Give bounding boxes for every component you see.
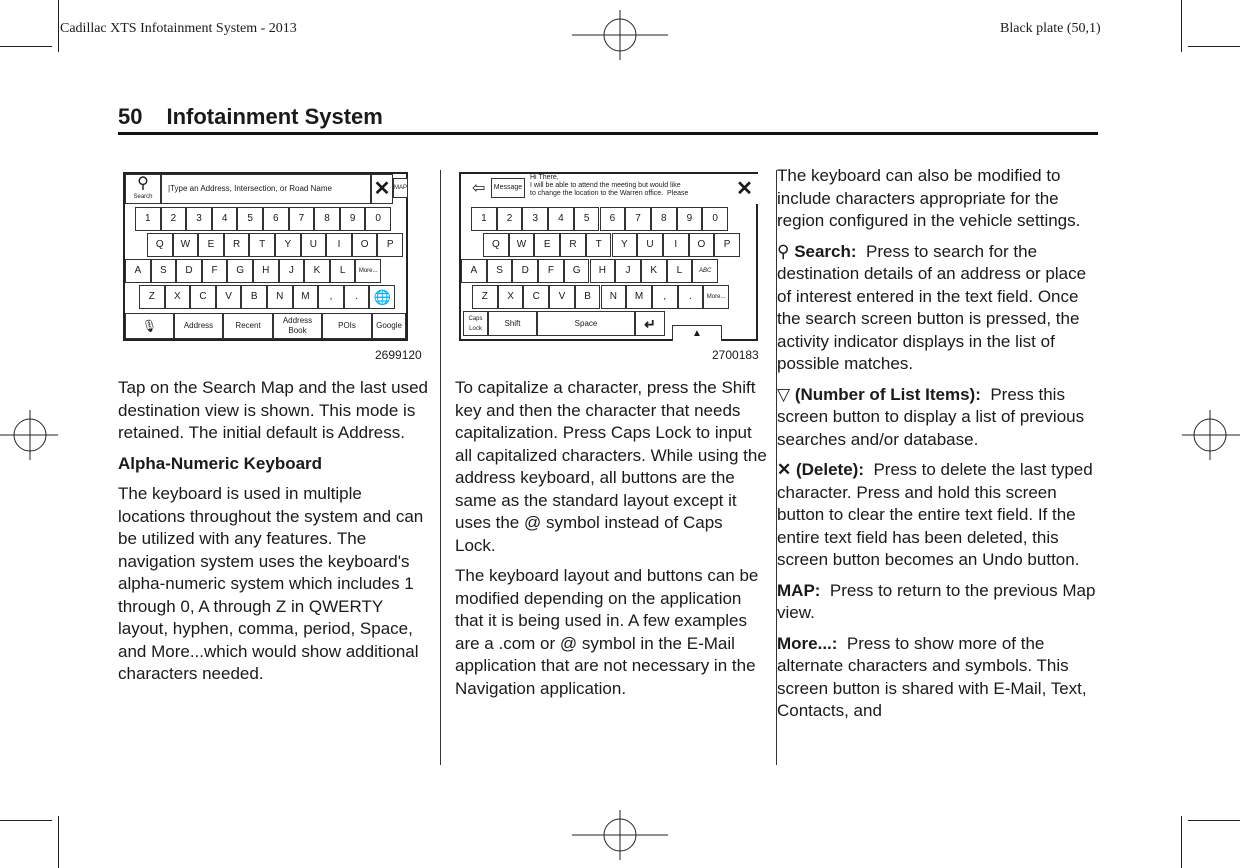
key: More... — [355, 259, 381, 283]
key: F — [538, 259, 564, 283]
back-arrow-icon: ⇦ — [461, 174, 496, 204]
crop-mark — [1181, 816, 1182, 868]
registration-mark — [0, 410, 58, 460]
paragraph: To capitalize a character, press the Shift key and then the character that needs capitalization. Press Caps Lock to input all capitalized characters. While using the address keyboard, all buttons are the same as the standard layout except it uses the @ symbol instead of Caps Lock. — [455, 378, 767, 555]
term: (Number of List Items): — [794, 384, 981, 404]
key: 2 — [161, 207, 187, 231]
registration-mark — [572, 810, 668, 860]
key: G — [564, 259, 590, 283]
key: I — [326, 233, 352, 257]
key: 8 — [314, 207, 340, 231]
key: 7 — [625, 207, 651, 231]
key: A — [461, 259, 487, 283]
more-definition — [777, 633, 1102, 723]
delete-icon: ✕ — [371, 174, 393, 204]
key: Q — [483, 233, 509, 257]
map-button: MAP — [393, 178, 408, 198]
key: A — [125, 259, 151, 283]
key: 1 — [135, 207, 161, 231]
crop-mark — [0, 46, 52, 47]
crop-mark — [1188, 46, 1240, 47]
tab-pois: POIs — [322, 313, 372, 339]
registration-mark — [1182, 410, 1240, 460]
search-label: Search — [133, 194, 153, 200]
running-header-left: Cadillac XTS Infotainment System - 2013 — [60, 21, 297, 36]
page-title — [118, 104, 383, 130]
section-title: Infotainment System — [166, 104, 383, 129]
tab-address-book: Address Book — [273, 313, 322, 339]
column-1 — [118, 377, 430, 694]
key-shift: Shift — [488, 311, 537, 336]
key: Q — [147, 233, 173, 257]
key: 1 — [471, 207, 497, 231]
figure-number: 2699120 — [375, 348, 422, 362]
message-field: Hi There, I will be able to attend the meeting but would like to change the location to the Warren office. Please — [525, 174, 731, 204]
delete-icon: ✕ — [731, 174, 758, 204]
column-divider — [440, 170, 441, 765]
crop-mark — [1181, 0, 1182, 52]
definition: Press this screen button to display a list of previous searches and/or database. — [777, 384, 1085, 449]
tab-address: Address — [174, 313, 223, 339]
navigation-keyboard-figure — [123, 172, 408, 341]
key: I — [663, 233, 689, 257]
key: K — [304, 259, 330, 283]
key: E — [534, 233, 560, 257]
delete-definition — [777, 459, 1102, 572]
key: S — [487, 259, 513, 283]
key: W — [509, 233, 535, 257]
figure-number: 2700183 — [712, 348, 759, 362]
key: Y — [612, 233, 638, 257]
key: More... — [703, 285, 729, 309]
key: . — [678, 285, 704, 309]
definition: Press to search for the destination details of an address or place of interest entered in the text field. Once the search screen button is pressed, the activity indicator displays in the list of possible matches. — [777, 241, 1087, 373]
key: W — [173, 233, 199, 257]
term: MAP: — [777, 580, 821, 600]
key: 0 — [702, 207, 728, 231]
key: L — [330, 259, 356, 283]
globe-icon: 🌐 — [369, 285, 395, 309]
key: 9 — [340, 207, 366, 231]
enter-icon: ↵ — [635, 311, 665, 336]
column-3 — [777, 165, 1102, 731]
key-space: Space — [537, 311, 635, 336]
crop-mark — [0, 820, 52, 821]
crop-mark — [1188, 820, 1240, 821]
key: T — [249, 233, 275, 257]
key: H — [590, 259, 616, 283]
key: B — [575, 285, 601, 309]
message-label: Message — [491, 178, 525, 198]
search-button — [125, 174, 161, 204]
address-field: |Type an Address, Intersection, or Road Name — [161, 174, 371, 204]
key-caps-lock: Caps Lock — [463, 311, 488, 336]
search-icon: ⚲ — [777, 241, 790, 261]
header-rule — [118, 132, 1098, 135]
key: D — [512, 259, 538, 283]
key: , — [652, 285, 678, 309]
key: G — [227, 259, 253, 283]
term: Search: — [794, 241, 857, 261]
key: N — [267, 285, 293, 309]
column-2 — [455, 377, 767, 708]
key: M — [293, 285, 319, 309]
key: R — [224, 233, 250, 257]
key: U — [301, 233, 327, 257]
key: 5 — [237, 207, 263, 231]
paragraph: The keyboard can also be modified to include characters appropriate for the region configured in the vehicle settings. — [777, 166, 1081, 230]
tab-recent: Recent — [223, 313, 273, 339]
key: O — [352, 233, 378, 257]
key: Y — [275, 233, 301, 257]
key: 6 — [600, 207, 626, 231]
page-number: 50 — [118, 104, 143, 129]
key: V — [216, 285, 242, 309]
registration-mark — [572, 10, 668, 60]
key: ABC — [692, 259, 718, 283]
key: D — [176, 259, 202, 283]
paragraph: The keyboard is used in multiple locations throughout the system and can be utilized with any features. The navigation system uses the keyboard's alpha-numeric system which includes 1 through 0, A through Z in QWERTY layout, hyphen, comma, period, Space, and More...which would show additional characters needed. — [118, 484, 424, 683]
key: 2 — [497, 207, 523, 231]
key: P — [714, 233, 740, 257]
key: V — [549, 285, 575, 309]
triangle-down-icon: ▽ — [777, 384, 791, 404]
key: Z — [472, 285, 498, 309]
paragraph: Tap on the Search Map and the last used destination view is shown. This mode is retained. The initial default is Address. — [118, 378, 428, 442]
key: K — [641, 259, 667, 283]
subheading: Alpha-Numeric Keyboard — [118, 453, 323, 473]
tab-google: Google — [372, 313, 406, 339]
crop-mark — [58, 0, 59, 52]
definition: Press to return to the previous Map view. — [777, 580, 1096, 622]
key: 7 — [289, 207, 315, 231]
up-arrow-icon: ▲ — [672, 325, 722, 341]
delete-icon: ✕ — [777, 460, 792, 479]
key: M — [626, 285, 652, 309]
key: Z — [139, 285, 165, 309]
key: N — [601, 285, 627, 309]
key: F — [202, 259, 228, 283]
search-icon: ⚲ — [137, 175, 149, 192]
running-header-right: Black plate (50,1) — [1000, 21, 1101, 36]
list-items-definition — [777, 384, 1102, 452]
key: O — [689, 233, 715, 257]
key: S — [151, 259, 177, 283]
key: , — [318, 285, 344, 309]
key: 0 — [365, 207, 391, 231]
key: T — [586, 233, 612, 257]
key: J — [615, 259, 641, 283]
key: H — [253, 259, 279, 283]
key: 5 — [574, 207, 600, 231]
key: P — [377, 233, 403, 257]
key: X — [498, 285, 524, 309]
key: 8 — [651, 207, 677, 231]
definition: Press to delete the last typed character. Press and hold this screen button to clear the entire text field. If the entire text field has been deleted, this screen button becomes an Undo button. — [777, 460, 1093, 569]
key: C — [523, 285, 549, 309]
key: 4 — [212, 207, 238, 231]
key: U — [637, 233, 663, 257]
definition: Press to show more of the alternate characters and symbols. This screen button is shared with E-Mail, Text, Contacts, and — [777, 633, 1087, 720]
key: L — [667, 259, 693, 283]
term: (Delete): — [795, 460, 864, 479]
key: R — [560, 233, 586, 257]
key: C — [190, 285, 216, 309]
key: J — [279, 259, 305, 283]
microphone-icon: 🎙 — [125, 313, 174, 339]
paragraph: The keyboard layout and buttons can be modified depending on the application that it is being used in. A few examples are a .com or @ symbol in the E-Mail application that are not necessary in the Navigation application. — [455, 566, 759, 698]
key: 3 — [186, 207, 212, 231]
key: E — [198, 233, 224, 257]
term: More...: — [777, 633, 838, 653]
key: . — [344, 285, 370, 309]
key: 9 — [677, 207, 703, 231]
key: 4 — [548, 207, 574, 231]
key: B — [241, 285, 267, 309]
key: 3 — [522, 207, 548, 231]
crop-mark — [58, 816, 59, 868]
map-definition — [777, 580, 1102, 625]
key: 6 — [263, 207, 289, 231]
email-keyboard-figure — [459, 172, 758, 341]
key: X — [165, 285, 191, 309]
search-definition — [777, 241, 1102, 376]
